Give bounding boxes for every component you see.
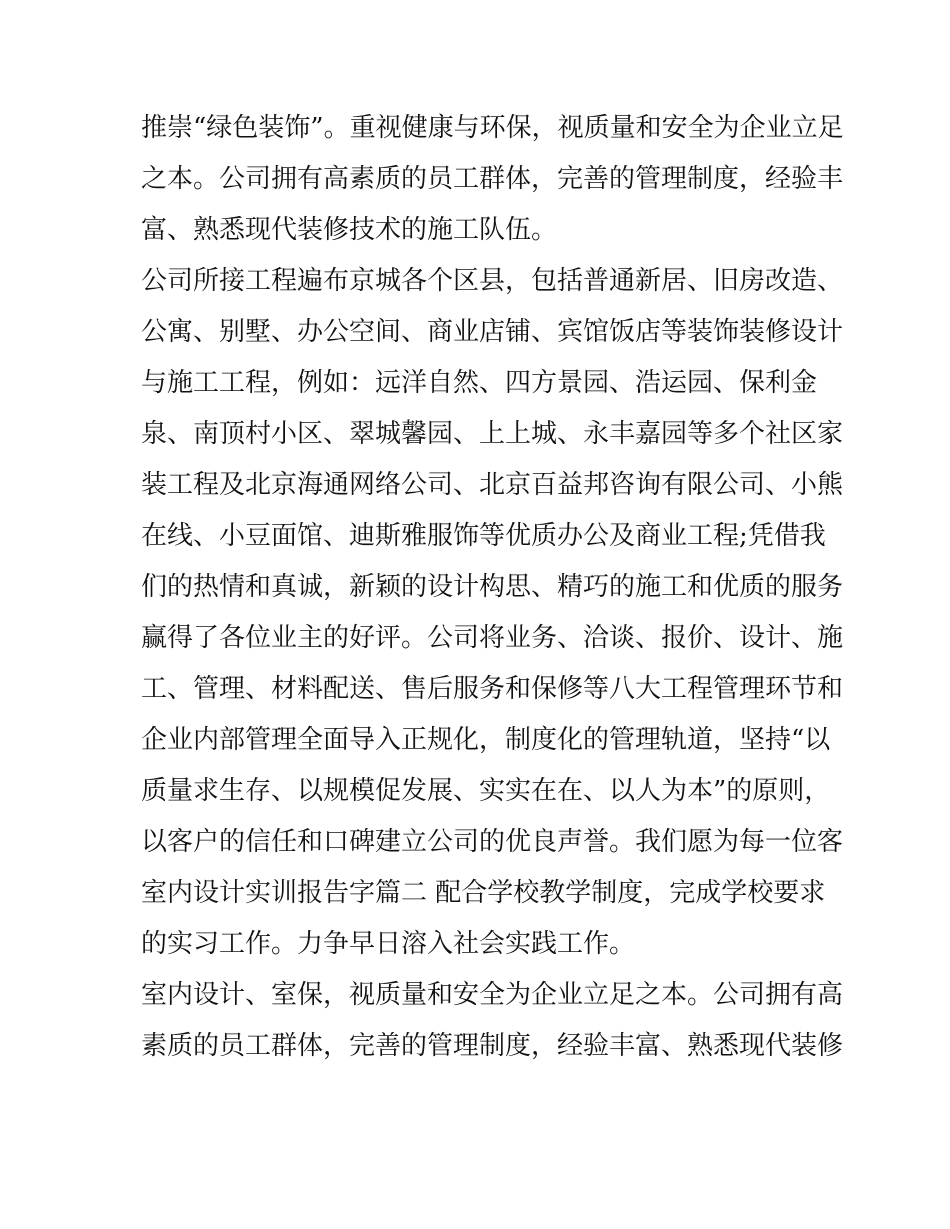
- text-line: 推崇“绿色装饰”。重视健康与环保，视质量和安全为企业立足: [141, 113, 844, 143]
- text-line: 之本。公司拥有高素质的员工群体，完善的管理制度，经验丰: [141, 164, 844, 194]
- text-line: 质量求生存、以规模促发展、实实在在、以人为本”的原则，: [141, 776, 831, 806]
- text-line: 泉、南顶村小区、翠城馨园、上上城、永丰嘉园等多个社区家: [141, 419, 844, 449]
- text-line: 室内设计、室保，视质量和安全为企业立足之本。公司拥有高: [141, 980, 844, 1010]
- paragraph-1: [141, 103, 844, 256]
- text-line: 工、管理、材料配送、售后服务和保修等八大工程管理环节和: [141, 674, 844, 704]
- text-line: 公寓、别墅、办公空间、商业店铺、宾馆饭店等装饰装修设计: [141, 317, 844, 347]
- text-line: 企业内部管理全面导入正规化，制度化的管理轨道，坚持“以: [141, 725, 831, 755]
- paragraph-3: [141, 868, 826, 970]
- text-line: 在线、小豆面馆、迪斯雅服饰等优质办公及商业工程;凭借我: [141, 521, 826, 551]
- text-line: 装工程及北京海通网络公司、北京百益邦咨询有限公司、小熊: [141, 470, 844, 500]
- paragraph-4: [141, 970, 844, 1072]
- text-line: 与施工工程，例如：远洋自然、四方景园、浩运园、保利金: [141, 368, 818, 398]
- text-line: 公司所接工程遍布京城各个区县，包括普通新居、旧房改造、: [141, 266, 844, 296]
- text-line: 以客户的信任和口碑建立公司的优良声誉。我们愿为每一位客: [141, 827, 844, 857]
- text-line: 素质的员工群体，完善的管理制度，经验丰富、熟悉现代装修: [141, 1031, 844, 1061]
- text-line: 富、熟悉现代装修技术的施工队伍。: [141, 215, 558, 245]
- body-text: [141, 103, 844, 1072]
- text-line: 的实习工作。力争早日溶入社会实践工作。: [141, 929, 636, 959]
- text-line: 室内设计实训报告字篇二 配合学校教学制度，完成学校要求: [141, 878, 826, 908]
- paragraph-2: [141, 256, 844, 868]
- text-line: 们的热情和真诚，新颖的设计构思、精巧的施工和优质的服务: [141, 572, 844, 602]
- text-line: 赢得了各位业主的好评。公司将业务、洽谈、报价、设计、施: [141, 623, 844, 653]
